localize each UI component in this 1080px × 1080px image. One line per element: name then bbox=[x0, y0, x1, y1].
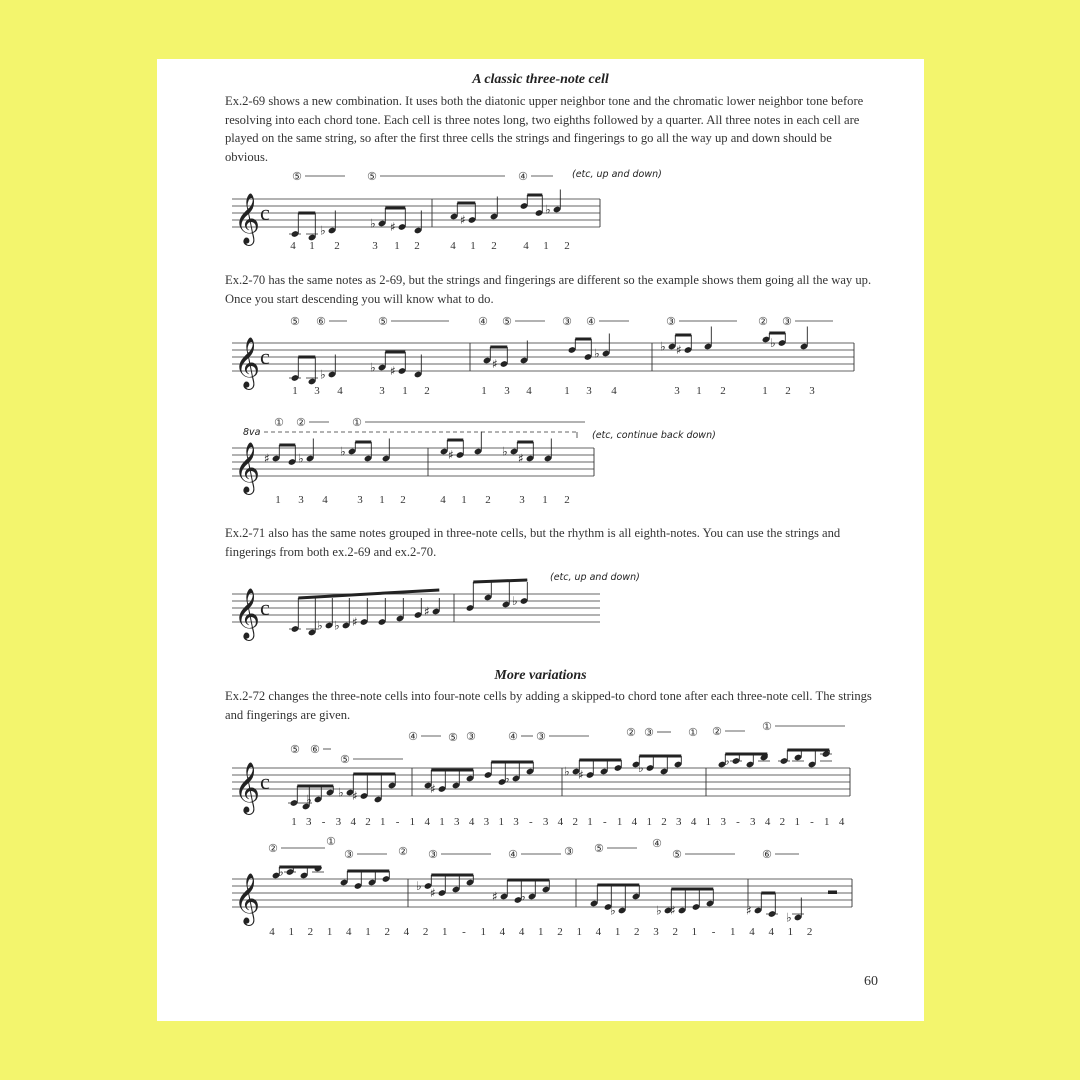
fingering-number: 1 bbox=[730, 926, 736, 938]
fingering-number: - bbox=[711, 926, 716, 938]
fingering-number: 1 bbox=[587, 816, 593, 828]
string-number: ② bbox=[712, 725, 722, 738]
fingering-number: 3 bbox=[513, 816, 519, 828]
fingering-number: 1 bbox=[564, 385, 570, 397]
accidental: ♭ bbox=[416, 879, 422, 893]
fingering-number: 3 bbox=[483, 816, 490, 828]
fingering-number: - bbox=[395, 816, 400, 828]
fingering-number: 1 bbox=[461, 494, 467, 506]
string-number: ③ bbox=[466, 730, 476, 743]
accidental: ♭ bbox=[370, 360, 376, 375]
fingering-number: 2 bbox=[485, 494, 491, 506]
paragraph-ex2-70: Ex.2-70 has the same notes as 2-69, but the strings and fingerings are different so the example shows them going all the way up. Once you start descending you will know what to do. bbox=[225, 273, 872, 306]
fingering-number: 1 bbox=[288, 926, 294, 938]
accidental: ♭ bbox=[545, 202, 551, 217]
accidental: ♭ bbox=[370, 216, 376, 231]
fingering-number: 1 bbox=[379, 494, 385, 506]
ottava-mark: 8va bbox=[243, 427, 261, 438]
string-number: ① bbox=[762, 720, 772, 733]
half-rest bbox=[828, 891, 837, 895]
fingering-number: 3 bbox=[335, 816, 342, 828]
fingering-number: 3 bbox=[306, 816, 312, 828]
staff-ex2-71 bbox=[232, 566, 752, 639]
fingering-number: 3 bbox=[720, 816, 726, 828]
accidental: ♯ bbox=[352, 615, 358, 629]
fingering-number: 3 bbox=[676, 816, 682, 828]
fingering-number: 1 bbox=[409, 816, 416, 828]
fingering-number: 3 bbox=[653, 926, 659, 938]
fingering-number: 4 bbox=[290, 240, 296, 252]
accidental: ♭ bbox=[504, 771, 510, 786]
fingering-number: 1 bbox=[498, 816, 504, 828]
accidental: ♯ bbox=[352, 789, 358, 803]
fingering-number: 4 bbox=[557, 816, 564, 828]
string-number: ⑤ bbox=[340, 753, 350, 766]
string-number: ③ bbox=[562, 315, 572, 328]
fingering-number: 1 bbox=[380, 816, 386, 828]
treble-clef: 𝄞 bbox=[234, 588, 261, 639]
fingering-number: 4 bbox=[337, 385, 343, 397]
treble-clef: 𝄞 bbox=[234, 873, 261, 924]
fingering-number: 1 bbox=[326, 926, 333, 938]
fingering-number: 4 bbox=[526, 385, 532, 397]
fingering-number: 1 bbox=[470, 240, 476, 252]
paragraph-ex2-69: Ex.2-69 shows a new combination. It uses both the diatonic upper neighbor tone and the chromatic lower neighbor tone before resolving into each chord tone. Each cell is three notes long, two eighths followed by a quarter. All three notes in each cell are played on the same string, so after the first three cells the strings and fingerings to go all the way up and down should be obvious. bbox=[225, 94, 864, 164]
fingering-number: 2 bbox=[384, 926, 390, 938]
accidental: ♯ bbox=[518, 451, 524, 466]
fingering-number: 1 bbox=[394, 240, 400, 252]
fingering-number: 4 bbox=[269, 926, 275, 938]
fingering-number: - bbox=[602, 816, 607, 828]
string-number: ① bbox=[274, 416, 284, 429]
fingering-number: 2 bbox=[422, 926, 429, 938]
fingering-number: 4 bbox=[690, 816, 697, 828]
accidental: ♭ bbox=[298, 451, 304, 466]
accidental: ♭ bbox=[564, 764, 570, 779]
fingering-number: 4 bbox=[403, 926, 410, 938]
fingering-number: 2 bbox=[572, 816, 578, 828]
string-number: ④ bbox=[508, 848, 518, 861]
string-number: ⑥ bbox=[762, 848, 772, 861]
handwritten-annotation: (etc, up and down) bbox=[572, 169, 662, 180]
fingering-number: 3 bbox=[809, 385, 815, 397]
fingering-number: 1 bbox=[646, 816, 652, 828]
fingering-number: 4 bbox=[518, 926, 525, 938]
fingering-number: 4 bbox=[468, 816, 475, 828]
fingering-number: 3 bbox=[542, 816, 549, 828]
time-signature: c bbox=[260, 595, 270, 620]
fingering-number: 1 bbox=[481, 385, 487, 397]
string-number: ④ bbox=[478, 315, 488, 328]
treble-clef: 𝄞 bbox=[234, 337, 261, 388]
fingering-number: 1 bbox=[442, 926, 448, 938]
fingering-number: 2 bbox=[634, 926, 640, 938]
string-number: ④ bbox=[508, 730, 518, 743]
accidental: ♯ bbox=[492, 889, 498, 904]
fingering-number: 4 bbox=[764, 816, 771, 828]
fingering-number: 2 bbox=[564, 240, 570, 252]
fingering-number: 4 bbox=[595, 926, 602, 938]
fingering-number: 1 bbox=[292, 385, 298, 397]
fingering-number: 3 bbox=[674, 385, 680, 397]
fingering-number: 1 bbox=[824, 816, 830, 828]
string-number: ② bbox=[626, 726, 636, 739]
accidental: ♯ bbox=[460, 213, 466, 227]
accidental: ♭ bbox=[502, 444, 508, 459]
fingering-number: 1 bbox=[542, 494, 548, 506]
beam bbox=[473, 580, 527, 582]
treble-clef: 𝄞 bbox=[234, 442, 261, 493]
fingering-number: - bbox=[462, 926, 466, 938]
paragraph-ex2-71: Ex.2-71 also has the same notes grouped in three-note cells, but the rhythm is all eighth-notes. You can use the strings and fingerings from both ex.2-69 and ex.2-70. bbox=[225, 526, 841, 559]
fingering-number: 3 bbox=[750, 816, 756, 828]
page-number: 60 bbox=[864, 974, 878, 989]
fingering-number: 2 bbox=[307, 926, 314, 938]
fingering-number: 2 bbox=[779, 816, 786, 828]
accidental: ♭ bbox=[660, 339, 666, 354]
fingering-number: 1 bbox=[576, 926, 582, 938]
accidental: ♭ bbox=[306, 792, 312, 807]
fingering-number: 3 bbox=[314, 385, 320, 397]
string-number: ⑥ bbox=[316, 315, 326, 328]
string-number: ⑤ bbox=[502, 315, 512, 328]
fingering-number: 2 bbox=[720, 385, 726, 397]
string-number: ⑤ bbox=[378, 315, 388, 328]
accidental: ♭ bbox=[320, 367, 326, 382]
string-number: ④ bbox=[408, 730, 418, 743]
fingering-number: 4 bbox=[499, 926, 506, 938]
section-heading-variations: More variations bbox=[494, 668, 587, 683]
accidental: ♯ bbox=[390, 364, 396, 378]
fingering-number: 4 bbox=[631, 816, 638, 828]
fingering-number: 2 bbox=[491, 240, 497, 252]
accidental: ♭ bbox=[320, 223, 326, 238]
accidental: ♯ bbox=[430, 782, 436, 796]
string-number: ④ bbox=[586, 315, 596, 328]
accidental: ♭ bbox=[594, 346, 600, 361]
fingering-number: 2 bbox=[557, 926, 563, 938]
fingering-number: 4 bbox=[346, 926, 352, 938]
fingering-number: 3 bbox=[504, 385, 510, 397]
string-number: ④ bbox=[652, 837, 662, 850]
fingering-number: 4 bbox=[523, 240, 529, 252]
fingering-number: 1 bbox=[439, 816, 445, 828]
fingering-number: 1 bbox=[616, 816, 623, 828]
fingering-number: 2 bbox=[806, 926, 813, 938]
fingering-number: 3 bbox=[379, 385, 385, 397]
time-signature: c bbox=[260, 200, 270, 225]
accidental: ♭ bbox=[317, 618, 323, 633]
string-number: ⑤ bbox=[290, 315, 300, 328]
fingering-number: 2 bbox=[785, 385, 791, 397]
accidental: ♯ bbox=[670, 903, 676, 918]
string-number: ① bbox=[352, 416, 362, 429]
fingering-number: 2 bbox=[564, 494, 570, 506]
string-number: ④ bbox=[518, 170, 528, 183]
fingering-number: 1 bbox=[691, 926, 698, 938]
fingering-number: 3 bbox=[372, 240, 378, 252]
string-number: ⑤ bbox=[594, 842, 604, 855]
staff-ex2-70a bbox=[232, 315, 872, 397]
treble-clef: 𝄞 bbox=[234, 762, 261, 813]
accidental: ♭ bbox=[770, 336, 776, 350]
fingering-number: 1 bbox=[365, 926, 371, 938]
string-number: ⑤ bbox=[292, 170, 302, 183]
staff-ex2-72b bbox=[232, 835, 862, 944]
accidental: ♯ bbox=[264, 451, 270, 466]
fingering-number: 1 bbox=[762, 385, 768, 397]
fingering-number: 4 bbox=[440, 494, 446, 506]
fingering-number: 4 bbox=[424, 816, 430, 828]
accidental: ♯ bbox=[676, 343, 682, 357]
accidental: ♯ bbox=[578, 768, 584, 782]
staff-ex2-72a bbox=[232, 720, 862, 839]
section-heading-classic: A classic three-note cell bbox=[472, 72, 609, 87]
accidental: ♯ bbox=[390, 220, 396, 234]
accidental: ♭ bbox=[786, 910, 792, 925]
fingering-number: 4 bbox=[611, 385, 617, 397]
fingering-number: - bbox=[736, 816, 740, 828]
fingering-number: 3 bbox=[357, 494, 363, 506]
string-number: ② bbox=[268, 842, 278, 855]
fingering-number: 2 bbox=[365, 816, 371, 828]
fingering-number: 3 bbox=[298, 494, 304, 506]
fingering-number: 2 bbox=[400, 494, 406, 506]
string-number: ③ bbox=[644, 726, 654, 739]
paragraph-ex2-72: Ex.2-72 changes the three-note cells into four-note cells by adding a skipped-to chord tone after each three-note cell. The strings and fingerings are given. bbox=[225, 689, 872, 722]
fingering-number: 4 bbox=[768, 926, 774, 938]
fingering-number: - bbox=[810, 816, 814, 828]
accidental: ♭ bbox=[512, 594, 518, 608]
fingering-number: 1 bbox=[794, 816, 800, 828]
accidental: ♭ bbox=[656, 903, 662, 918]
string-number: ⑤ bbox=[290, 743, 300, 756]
staff-ex2-70b bbox=[232, 414, 752, 506]
string-number: ② bbox=[296, 416, 306, 429]
fingering-number: 4 bbox=[350, 816, 356, 828]
fingering-number: 4 bbox=[322, 494, 328, 506]
handwritten-annotation: (etc, continue back down) bbox=[592, 430, 716, 441]
treble-clef: 𝄞 bbox=[234, 193, 261, 244]
accidental: ♭ bbox=[724, 754, 730, 768]
fingering-number: 1 bbox=[402, 385, 408, 397]
accidental: ♯ bbox=[492, 357, 498, 371]
fingering-number: 1 bbox=[787, 926, 794, 938]
fingering-number: 2 bbox=[424, 385, 430, 397]
fingering-number: 1 bbox=[480, 926, 486, 938]
string-number: ③ bbox=[536, 730, 546, 743]
string-number: ③ bbox=[344, 848, 354, 861]
string-number: ③ bbox=[428, 848, 438, 861]
fingering-number: 2 bbox=[661, 816, 667, 828]
accidental: ♭ bbox=[334, 618, 340, 633]
string-number: ① bbox=[688, 726, 698, 739]
fingering-number: 2 bbox=[334, 240, 340, 252]
string-number: ③ bbox=[666, 315, 676, 328]
time-signature: c bbox=[260, 769, 270, 794]
accidental: ♭ bbox=[638, 761, 644, 775]
string-number: ⑤ bbox=[367, 170, 377, 183]
accidental: ♯ bbox=[746, 903, 752, 918]
fingering-number: 1 bbox=[543, 240, 549, 252]
fingering-number: - bbox=[528, 816, 533, 828]
accidental: ♭ bbox=[338, 785, 344, 800]
fingering-number: 1 bbox=[309, 240, 315, 252]
fingering-number: 3 bbox=[519, 494, 525, 506]
fingering-number: 1 bbox=[291, 816, 297, 828]
book-page bbox=[157, 59, 924, 1021]
fingering-number: 1 bbox=[538, 926, 544, 938]
accidental: ♭ bbox=[340, 444, 346, 459]
string-number: ② bbox=[398, 845, 408, 858]
fingering-number: 1 bbox=[275, 494, 281, 506]
fingering-number: 1 bbox=[614, 926, 621, 938]
string-number: ⑤ bbox=[448, 731, 458, 744]
string-number: ① bbox=[326, 835, 336, 848]
accidental: ♯ bbox=[430, 886, 436, 900]
time-signature: c bbox=[260, 344, 270, 369]
string-number: ③ bbox=[782, 315, 792, 328]
string-number: ③ bbox=[564, 845, 574, 858]
fingering-number: 2 bbox=[414, 240, 420, 252]
fingering-number: 4 bbox=[838, 816, 845, 828]
accidental: ♭ bbox=[520, 889, 526, 904]
accidental: ♭ bbox=[610, 903, 616, 918]
fingering-number: 4 bbox=[749, 926, 755, 938]
fingering-number: 1 bbox=[705, 816, 712, 828]
string-number: ⑥ bbox=[310, 743, 320, 756]
accidental: ♯ bbox=[448, 448, 454, 462]
fingering-number: - bbox=[321, 816, 326, 828]
fingering-number: 2 bbox=[672, 926, 678, 938]
accidental: ♯ bbox=[424, 604, 430, 619]
fingering-number: 3 bbox=[586, 385, 592, 397]
accidental: ♭ bbox=[278, 865, 284, 879]
string-number: ② bbox=[758, 315, 768, 328]
handwritten-annotation: (etc, up and down) bbox=[550, 572, 640, 583]
fingering-number: 3 bbox=[454, 816, 460, 828]
string-number: ⑤ bbox=[672, 848, 682, 861]
staff-ex2-69 bbox=[232, 169, 752, 254]
fingering-number: 4 bbox=[450, 240, 456, 252]
fingering-number: 1 bbox=[696, 385, 702, 397]
